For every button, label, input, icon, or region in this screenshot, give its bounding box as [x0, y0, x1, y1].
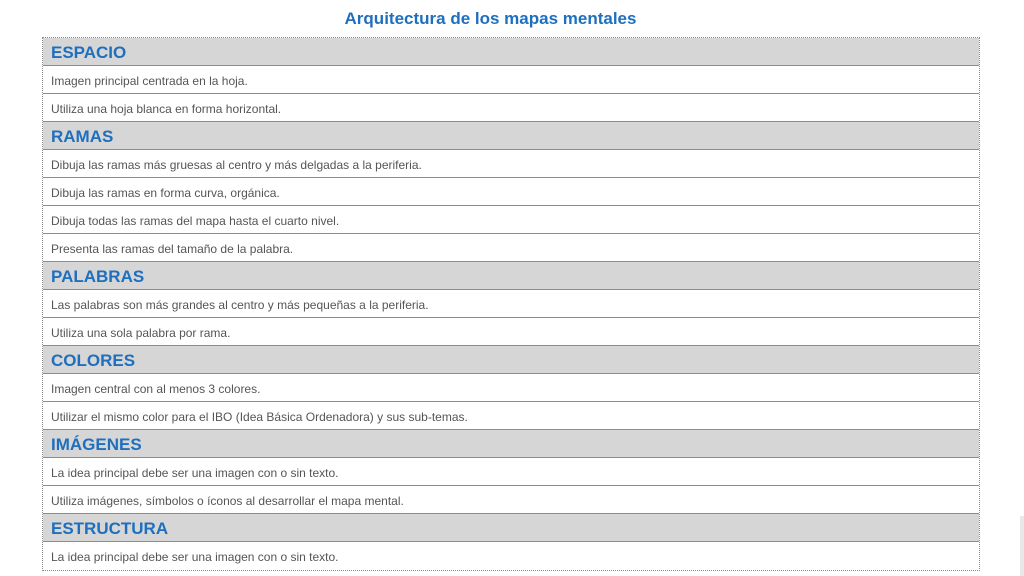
page-title: Arquitectura de los mapas mentales	[344, 9, 637, 28]
table-row: Presenta las ramas del tamaño de la palabra.	[43, 234, 979, 262]
section-header-palabras: PALABRAS	[43, 262, 979, 290]
table-row: Dibuja todas las ramas del mapa hasta el cuarto nivel.	[43, 206, 979, 234]
slide-edge-decoration	[1020, 516, 1024, 576]
section-header-ramas: RAMAS	[43, 122, 979, 150]
section-header-imagenes: IMÁGENES	[43, 430, 979, 458]
section-header-espacio: ESPACIO	[43, 38, 979, 66]
table-row: Utiliza imágenes, símbolos o íconos al desarrollar el mapa mental.	[43, 486, 979, 514]
table-row: La idea principal debe ser una imagen con o sin texto.	[43, 542, 979, 570]
table-row: Utiliza una sola palabra por rama.	[43, 318, 979, 346]
table-row: Dibuja las ramas más gruesas al centro y más delgadas a la periferia.	[43, 150, 979, 178]
section-header-colores: COLORES	[43, 346, 979, 374]
table-row: La idea principal debe ser una imagen con o sin texto.	[43, 458, 979, 486]
section-header-estructura: ESTRUCTURA	[43, 514, 979, 542]
table-row: Imagen principal centrada en la hoja.	[43, 66, 979, 94]
table-row: Utilizar el mismo color para el IBO (Idea Básica Ordenadora) y sus sub-temas.	[43, 402, 979, 430]
table-row: Las palabras son más grandes al centro y más pequeñas a la periferia.	[43, 290, 979, 318]
table-row: Utiliza una hoja blanca en forma horizontal.	[43, 94, 979, 122]
mind-map-architecture-table	[42, 37, 980, 571]
table-row: Dibuja las ramas en forma curva, orgánica.	[43, 178, 979, 206]
table-row: Imagen central con al menos 3 colores.	[43, 374, 979, 402]
